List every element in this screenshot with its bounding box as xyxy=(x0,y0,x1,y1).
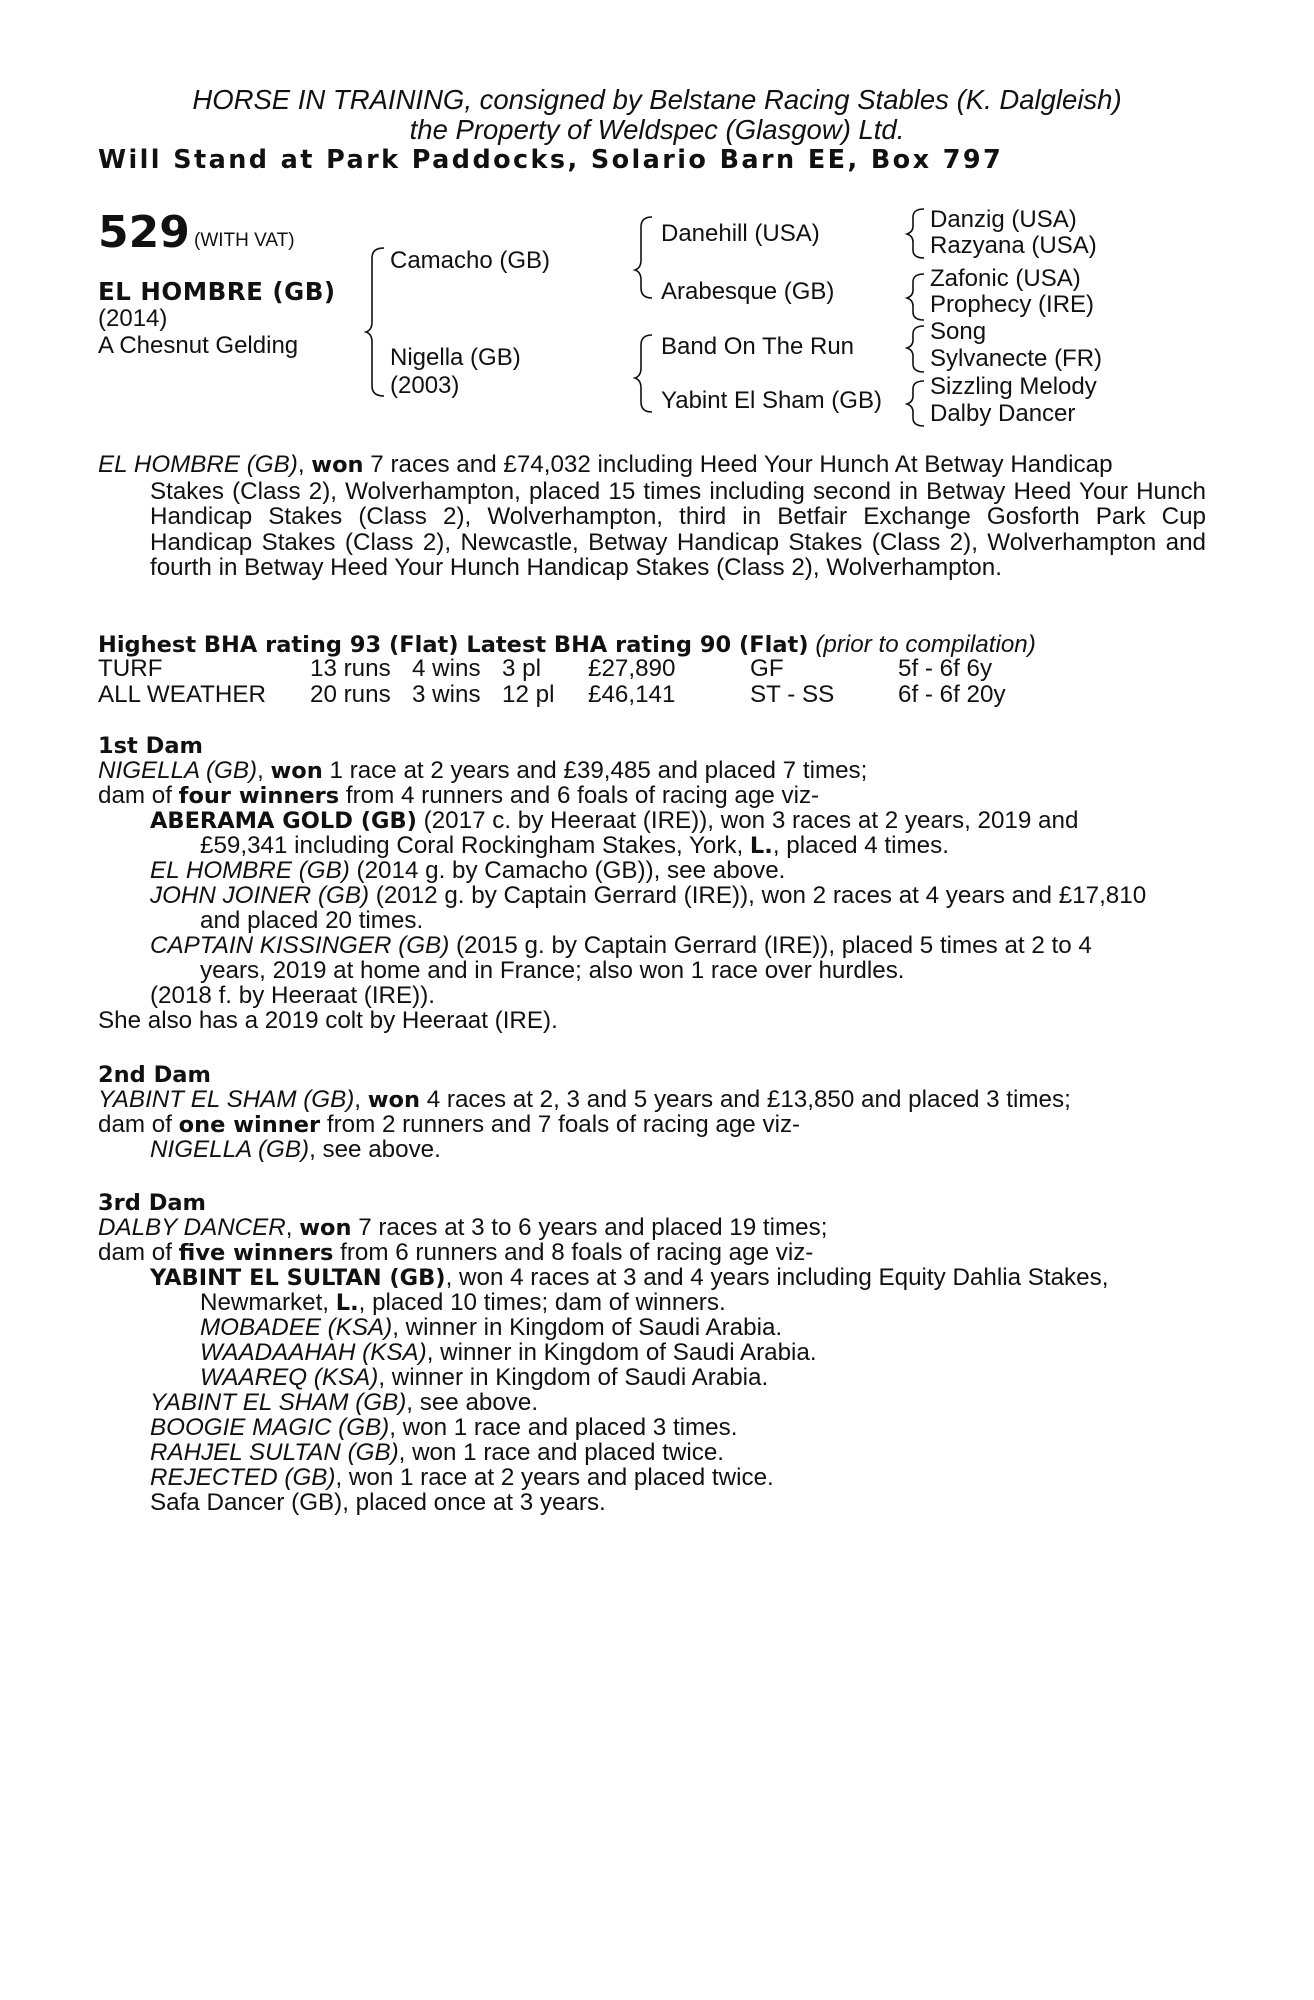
horse-name-italic: EL HOMBRE (GB) xyxy=(98,451,298,478)
third-dam-heading: 3rd Dam xyxy=(98,1190,206,1216)
danehill-bracket xyxy=(907,209,924,258)
second-dam-line: YABINT EL SHAM (GB), won 4 races at 2, 3 and 5 years and £13,850 and placed 3 times; xyxy=(98,1086,1071,1113)
race-record-rest: Stakes (Class 2), Wolverhampton, placed 15 times including second in Betway Heed Your Hunch Handicap Stakes (Class 2), Wolverhampton, third in Betfair Exchange Gosforth Park Cup Handicap Stakes (Class 2), Newcastle, Betway Handicap Stakes (Class 2), Wolverhampton and fourth in Betway Heed Your Hunch Handicap Stakes (Class 2), Wolverhampton. xyxy=(150,477,1206,582)
produce-captain-kissinger-cont: years, 2019 at home and in France; also won 1 race over hurdles. xyxy=(200,957,905,984)
ancestor-danzig: Danzig (USA) xyxy=(930,206,1077,233)
dam: Nigella (GB) xyxy=(390,344,521,371)
produce-rahjel-sultan: RAHJEL SULTAN (GB), won 1 race and placed twice. xyxy=(150,1439,725,1466)
ancestor-song: Song xyxy=(930,318,987,345)
race-record-first: 7 races and £74,032 including Heed Your Hunch At Betway Handicap xyxy=(363,451,1113,478)
produce-yabint-el-sultan: YABINT EL SULTAN (GB), won 4 races at 3 and 4 years including Equity Dahlia Stakes, xyxy=(150,1264,1109,1291)
rating-note: (prior to compilation) xyxy=(815,631,1036,658)
first-dam-heading: 1st Dam xyxy=(98,733,203,759)
horse-name: EL HOMBRE (GB) xyxy=(98,277,336,306)
sire-line-bracket xyxy=(635,217,652,298)
owner-line: the Property of Weldspec (Glasgow) Ltd. xyxy=(409,114,905,145)
dam-line-bracket xyxy=(635,335,652,412)
produce-rejected: REJECTED (GB), won 1 race at 2 years and placed twice. xyxy=(150,1464,774,1491)
produce-captain-kissinger: CAPTAIN KISSINGER (GB) (2015 g. by Captain Gerrard (IRE)), placed 5 times at 2 to 4 xyxy=(150,932,1092,959)
lot-number: 529 xyxy=(98,207,190,258)
dam-dam: Yabint El Sham (GB) xyxy=(661,387,882,414)
horse-description: A Chesnut Gelding xyxy=(98,332,299,359)
catalogue-page: HORSE IN TRAINING, consigned by Belstane Racing Stables (K. Dalgleish) the Property of Weldspec (Glasgow) Ltd. Will Stand at Park Paddocks, Solario Barn EE, Box 797 529 (WITH VAT) EL HOMBRE (GB) (2014) A Chesnut Gelding Camacho (GB) Nigella (GB) (2003) Danehill (USA) Arabesque (GB) Band On The Run Yabint El Sham (GB) Danzig (USA) Razyana (USA) Zafonic (USA) Prophecy (IRE) Song Sylvanecte (FR) Sizzling Melody Dalby Dancer EL HOMBRE (GB), won 7 races and £74,032 including Heed Your Hunch At Betway Handicap Stakes (Class 2), Wolverhampton, placed 15 times including second in Betway Heed Your Hunch Handicap Stakes (Class 2), Wolverhampton, third in Betfair Exchange Gosforth Park Cup Handicap Stakes (Class 2), Newcastle, Betway Handicap Stakes (Class 2), Wolverhampton and fourth in Betway Heed Your Hunch Handicap Stakes (Class 2), Wolverhampton. Highest BHA rating 93 (Flat) Latest BHA rating 90 (Flat) (prior to compilation) TURF 13 runs 4 wins 3 pl £27,890 GF 5f - 6f 6y ALL WEATHER 20 runs 3 wins 12 pl £46,141 ST - SS 6f - 6f 20y 1st Dam NIGELLA (GB), won 1 race at 2 years and £39,485 and placed 7 times; dam of four winners from 4 runners and 6 foals of racing age viz- ABERAMA GOLD (GB) (2017 c. by Heeraat (IRE)), won 3 races at 2 years, 2019 and £59,341 including Coral Rockingham Stakes, York, L., placed 4 times. EL HOMBRE (GB) (2014 g. by Camacho (GB)), see above. JOHN JOINER (GB) (2012 g. by Captain Gerrard (IRE)), won 2 races at 4 years and £17,810 and placed 20 times. CAPTAIN KISSINGER (GB) (2015 g. by Captain Gerrard (IRE)), placed 5 times at 2 to 4 years, 2019 at home and in France; also won 1 race over hurdles. (2018 f. by Heeraat (IRE)). She also has a 2019 colt by Heeraat (IRE). 2nd Dam YABINT EL SHAM (GB), won 4 races at 2, 3 and 5 years and £13,850 and placed 3 times; dam of one winner from 2 runners and 7 foals of racing age viz- NIGELLA (GB), see above. 3rd Dam DALBY DANCER, won 7 races at 3 to 6 years and placed 19 times; dam of five winners from 6 runners and 8 foals of racing age viz- YABINT EL SULTAN (GB), won 4 races at 3 and 4 years including Equity Dahlia Stakes, Newmarket, L., placed 10 times; dam of winners. MOBADEE (KSA), winner in Kingdom of Saudi Arabia. WAADAAHAH (KSA), winner in Kingdom of Saudi Arabia. WAAREQ (KSA), winner in Kingdom of Saudi Arabia. YABINT EL SHAM (GB), see above. BOOGIE MAGIC (GB), won 1 race and placed 3 times. RAHJEL SULTAN (GB), won 1 race and placed twice. REJECTED (GB), won 1 race at 2 years and placed twice. Safa Dancer (GB), placed once at 3 years. xyxy=(0,0,1314,2000)
produce-aberama-gold: ABERAMA GOLD (GB) (2017 c. by Heeraat (IRE)), won 3 races at 2 years, 2019 and xyxy=(150,807,1079,834)
horse-year: (2014) xyxy=(98,305,168,332)
stabling-line: Will Stand at Park Paddocks, Solario Barn EE, Box 797 xyxy=(98,145,1004,175)
dam-year: (2003) xyxy=(390,372,460,399)
ancestor-dalby-dancer: Dalby Dancer xyxy=(930,400,1076,427)
sire-sire: Danehill (USA) xyxy=(661,220,820,247)
produce-safa-dancer: Safa Dancer (GB), placed once at 3 years. xyxy=(150,1489,606,1516)
bha-rating-line xyxy=(98,631,1036,659)
produce-yabint-el-sultan-cont: Newmarket, L., placed 10 times; dam of winners. xyxy=(200,1289,726,1316)
won-label: won xyxy=(311,452,364,478)
third-dam-line: DALBY DANCER, won 7 races at 3 to 6 years and placed 19 times; xyxy=(98,1214,828,1241)
produce-el-hombre: EL HOMBRE (GB) (2014 g. by Camacho (GB)), see above. xyxy=(150,857,786,884)
ancestor-sizzling-melody: Sizzling Melody xyxy=(930,373,1097,400)
sire-dam: Arabesque (GB) xyxy=(661,278,835,305)
grandproduce-waadaahah: WAADAAHAH (KSA), winner in Kingdom of Saudi Arabia. xyxy=(200,1339,817,1366)
produce-2019-colt: She also has a 2019 colt by Heeraat (IRE). xyxy=(98,1007,558,1034)
produce-john-joiner: JOHN JOINER (GB) (2012 g. by Captain Gerrard (IRE)), won 2 races at 4 years and £17,810 xyxy=(150,882,1147,909)
band-on-the-run-bracket xyxy=(907,326,924,372)
produce-boogie-magic: BOOGIE MAGIC (GB), won 1 race and placed 3 times. xyxy=(150,1414,738,1441)
second-dam-produce-summary: dam of one winner from 2 runners and 7 foals of racing age viz- xyxy=(98,1111,801,1138)
bha-rating: Highest BHA rating 93 (Flat) Latest BHA rating 90 (Flat) xyxy=(98,632,809,658)
produce-aberama-gold-cont: £59,341 including Coral Rockingham Stakes, York, L., placed 4 times. xyxy=(200,832,949,859)
sire: Camacho (GB) xyxy=(390,247,551,274)
first-dam-line: NIGELLA (GB), won 1 race at 2 years and £39,485 and placed 7 times; xyxy=(98,757,868,784)
sire-dam-bracket xyxy=(366,248,384,396)
yabint-el-sham-bracket xyxy=(907,381,924,426)
produce-nigella: NIGELLA (GB), see above. xyxy=(150,1136,441,1163)
produce-john-joiner-cont: and placed 20 times. xyxy=(200,907,424,934)
race-record-paragraph: EL HOMBRE (GB), won 7 races and £74,032 including Heed Your Hunch At Betway Handicap Stakes (Class 2), Wolverhampton, placed 15 times including second in Betway Heed Your Hunch Handicap Stakes (Class 2), Wolverhampton, third in Betfair Exchange Gosforth Park Cup Handicap Stakes (Class 2), Newcastle, Betway Handicap Stakes (Class 2), Wolverhampton and fourth in Betway Heed Your Hunch Handicap Stakes (Class 2), Wolverhampton. xyxy=(98,451,1206,582)
consignor-line: HORSE IN TRAINING, consigned by Belstane Racing Stables (K. Dalgleish) xyxy=(192,84,1122,115)
second-dam-heading: 2nd Dam xyxy=(98,1062,211,1088)
grandproduce-waareq: WAAREQ (KSA), winner in Kingdom of Saudi Arabia. xyxy=(200,1364,769,1391)
ancestor-razyana: Razyana (USA) xyxy=(930,232,1097,259)
ancestor-prophecy: Prophecy (IRE) xyxy=(930,291,1095,318)
vat-note: (WITH VAT) xyxy=(194,230,295,251)
grandproduce-mobadee: MOBADEE (KSA), winner in Kingdom of Saudi Arabia. xyxy=(200,1314,783,1341)
third-dam-produce-summary: dam of five winners from 6 runners and 8 foals of racing age viz- xyxy=(98,1239,814,1266)
produce-yabint-el-sham: YABINT EL SHAM (GB), see above. xyxy=(150,1389,539,1416)
first-dam-produce-summary: dam of four winners from 4 runners and 6 foals of racing age viz- xyxy=(98,782,820,809)
produce-2018-filly: (2018 f. by Heeraat (IRE)). xyxy=(150,982,435,1009)
ancestor-sylvanecte: Sylvanecte (FR) xyxy=(930,345,1103,372)
ancestor-zafonic: Zafonic (USA) xyxy=(930,265,1081,292)
dam-sire: Band On The Run xyxy=(661,333,855,360)
arabesque-bracket xyxy=(907,274,924,320)
pedigree-brackets xyxy=(0,0,1314,440)
